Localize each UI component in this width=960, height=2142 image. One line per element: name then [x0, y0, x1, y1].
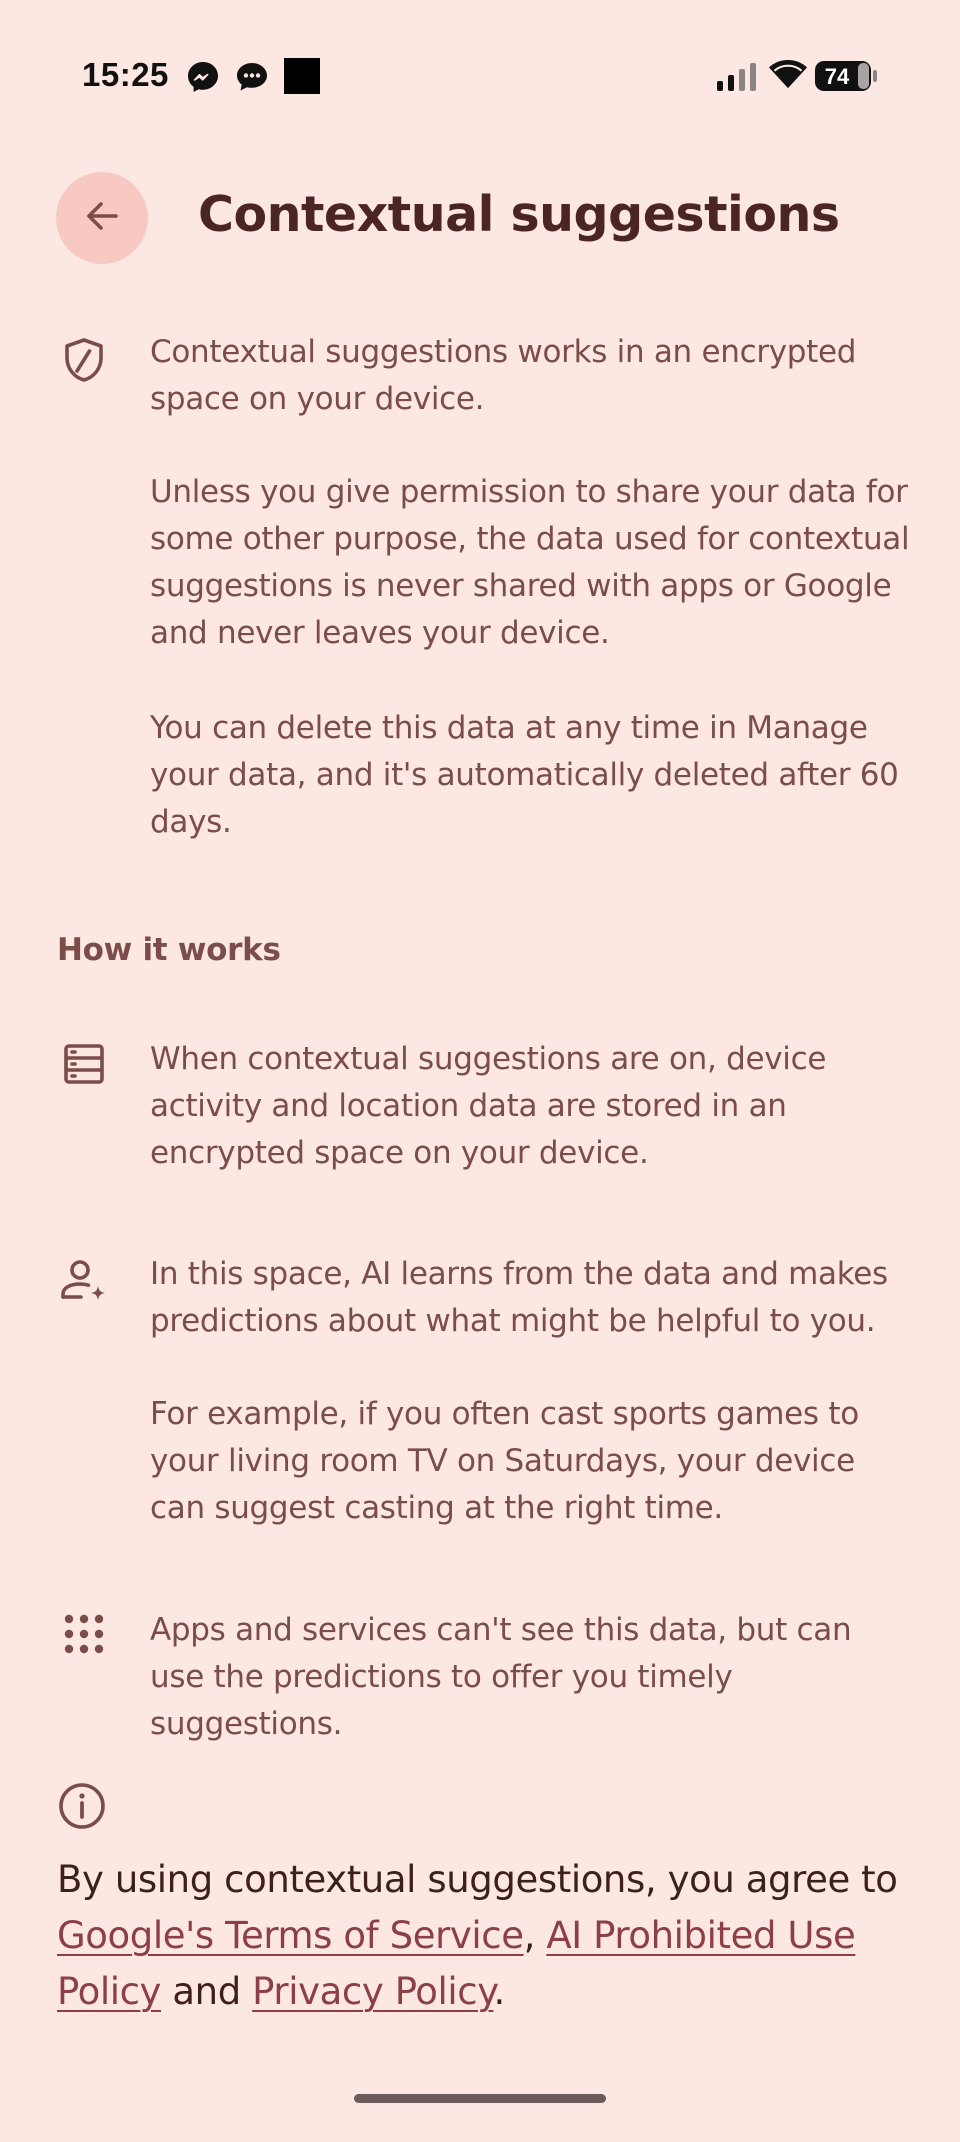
ai-prohibited-use-policy-link[interactable]: AI Prohibited Use Policy	[57, 1914, 856, 2013]
battery-icon	[814, 60, 878, 96]
apps-grid-icon	[58, 1610, 110, 1666]
status-bar	[82, 52, 878, 102]
storage-list-icon	[58, 1038, 110, 1094]
signal-icon	[716, 62, 758, 96]
battery-level: 74	[824, 64, 850, 89]
intro-paragraph-1: Contextual suggestions works in an encrypted space on your device.	[150, 334, 857, 417]
person-sparkle-icon	[58, 1256, 112, 1314]
messenger-icon	[186, 60, 220, 98]
notification-square-icon	[284, 58, 320, 94]
how-it-works-heading: How it works	[57, 932, 281, 968]
intro-paragraph-3: You can delete this data at any time in Manage your data, and it's automatically deleted after 60 days.	[150, 710, 899, 840]
how-item-1-paragraph: When contextual suggestions are on, device activity and location data are stored in an encrypted space on your device.	[150, 1041, 827, 1171]
shield-icon	[58, 334, 110, 390]
info-icon	[56, 1780, 108, 1836]
agreement-separator-2: and	[161, 1970, 253, 2013]
how-item-2-paragraph-2: For example, if you often cast sports games to your living room TV on Saturdays, your device can suggest casting at the right time.	[150, 1396, 859, 1526]
status-time: 15:25	[82, 56, 169, 93]
privacy-policy-link[interactable]: Privacy Policy	[252, 1970, 494, 2013]
how-item-3-paragraph: Apps and services can't see this data, but can use the predictions to offer you timely suggestions.	[150, 1612, 852, 1742]
threads-icon	[234, 60, 270, 98]
agreement-suffix: .	[493, 1970, 505, 2013]
terms-of-service-link[interactable]: Google's Terms of Service	[57, 1914, 524, 1957]
arrow-back-icon	[81, 195, 123, 241]
home-indicator[interactable]	[354, 2094, 606, 2103]
how-item-2-paragraph-1: In this space, AI learns from the data and makes predictions about what might be helpful to you.	[150, 1256, 888, 1339]
wifi-icon	[768, 58, 808, 94]
terms-agreement	[57, 1852, 917, 2020]
back-button[interactable]	[56, 172, 148, 264]
intro-paragraph-2: Unless you give permission to share your data for some other purpose, the data used for contextual suggestions is never shared with apps or Google and never leaves your device.	[150, 474, 910, 651]
agreement-separator-1: ,	[523, 1914, 547, 1957]
page-title: Contextual suggestions	[198, 186, 840, 243]
agreement-prefix: By using contextual suggestions, you agree to	[57, 1858, 898, 1901]
